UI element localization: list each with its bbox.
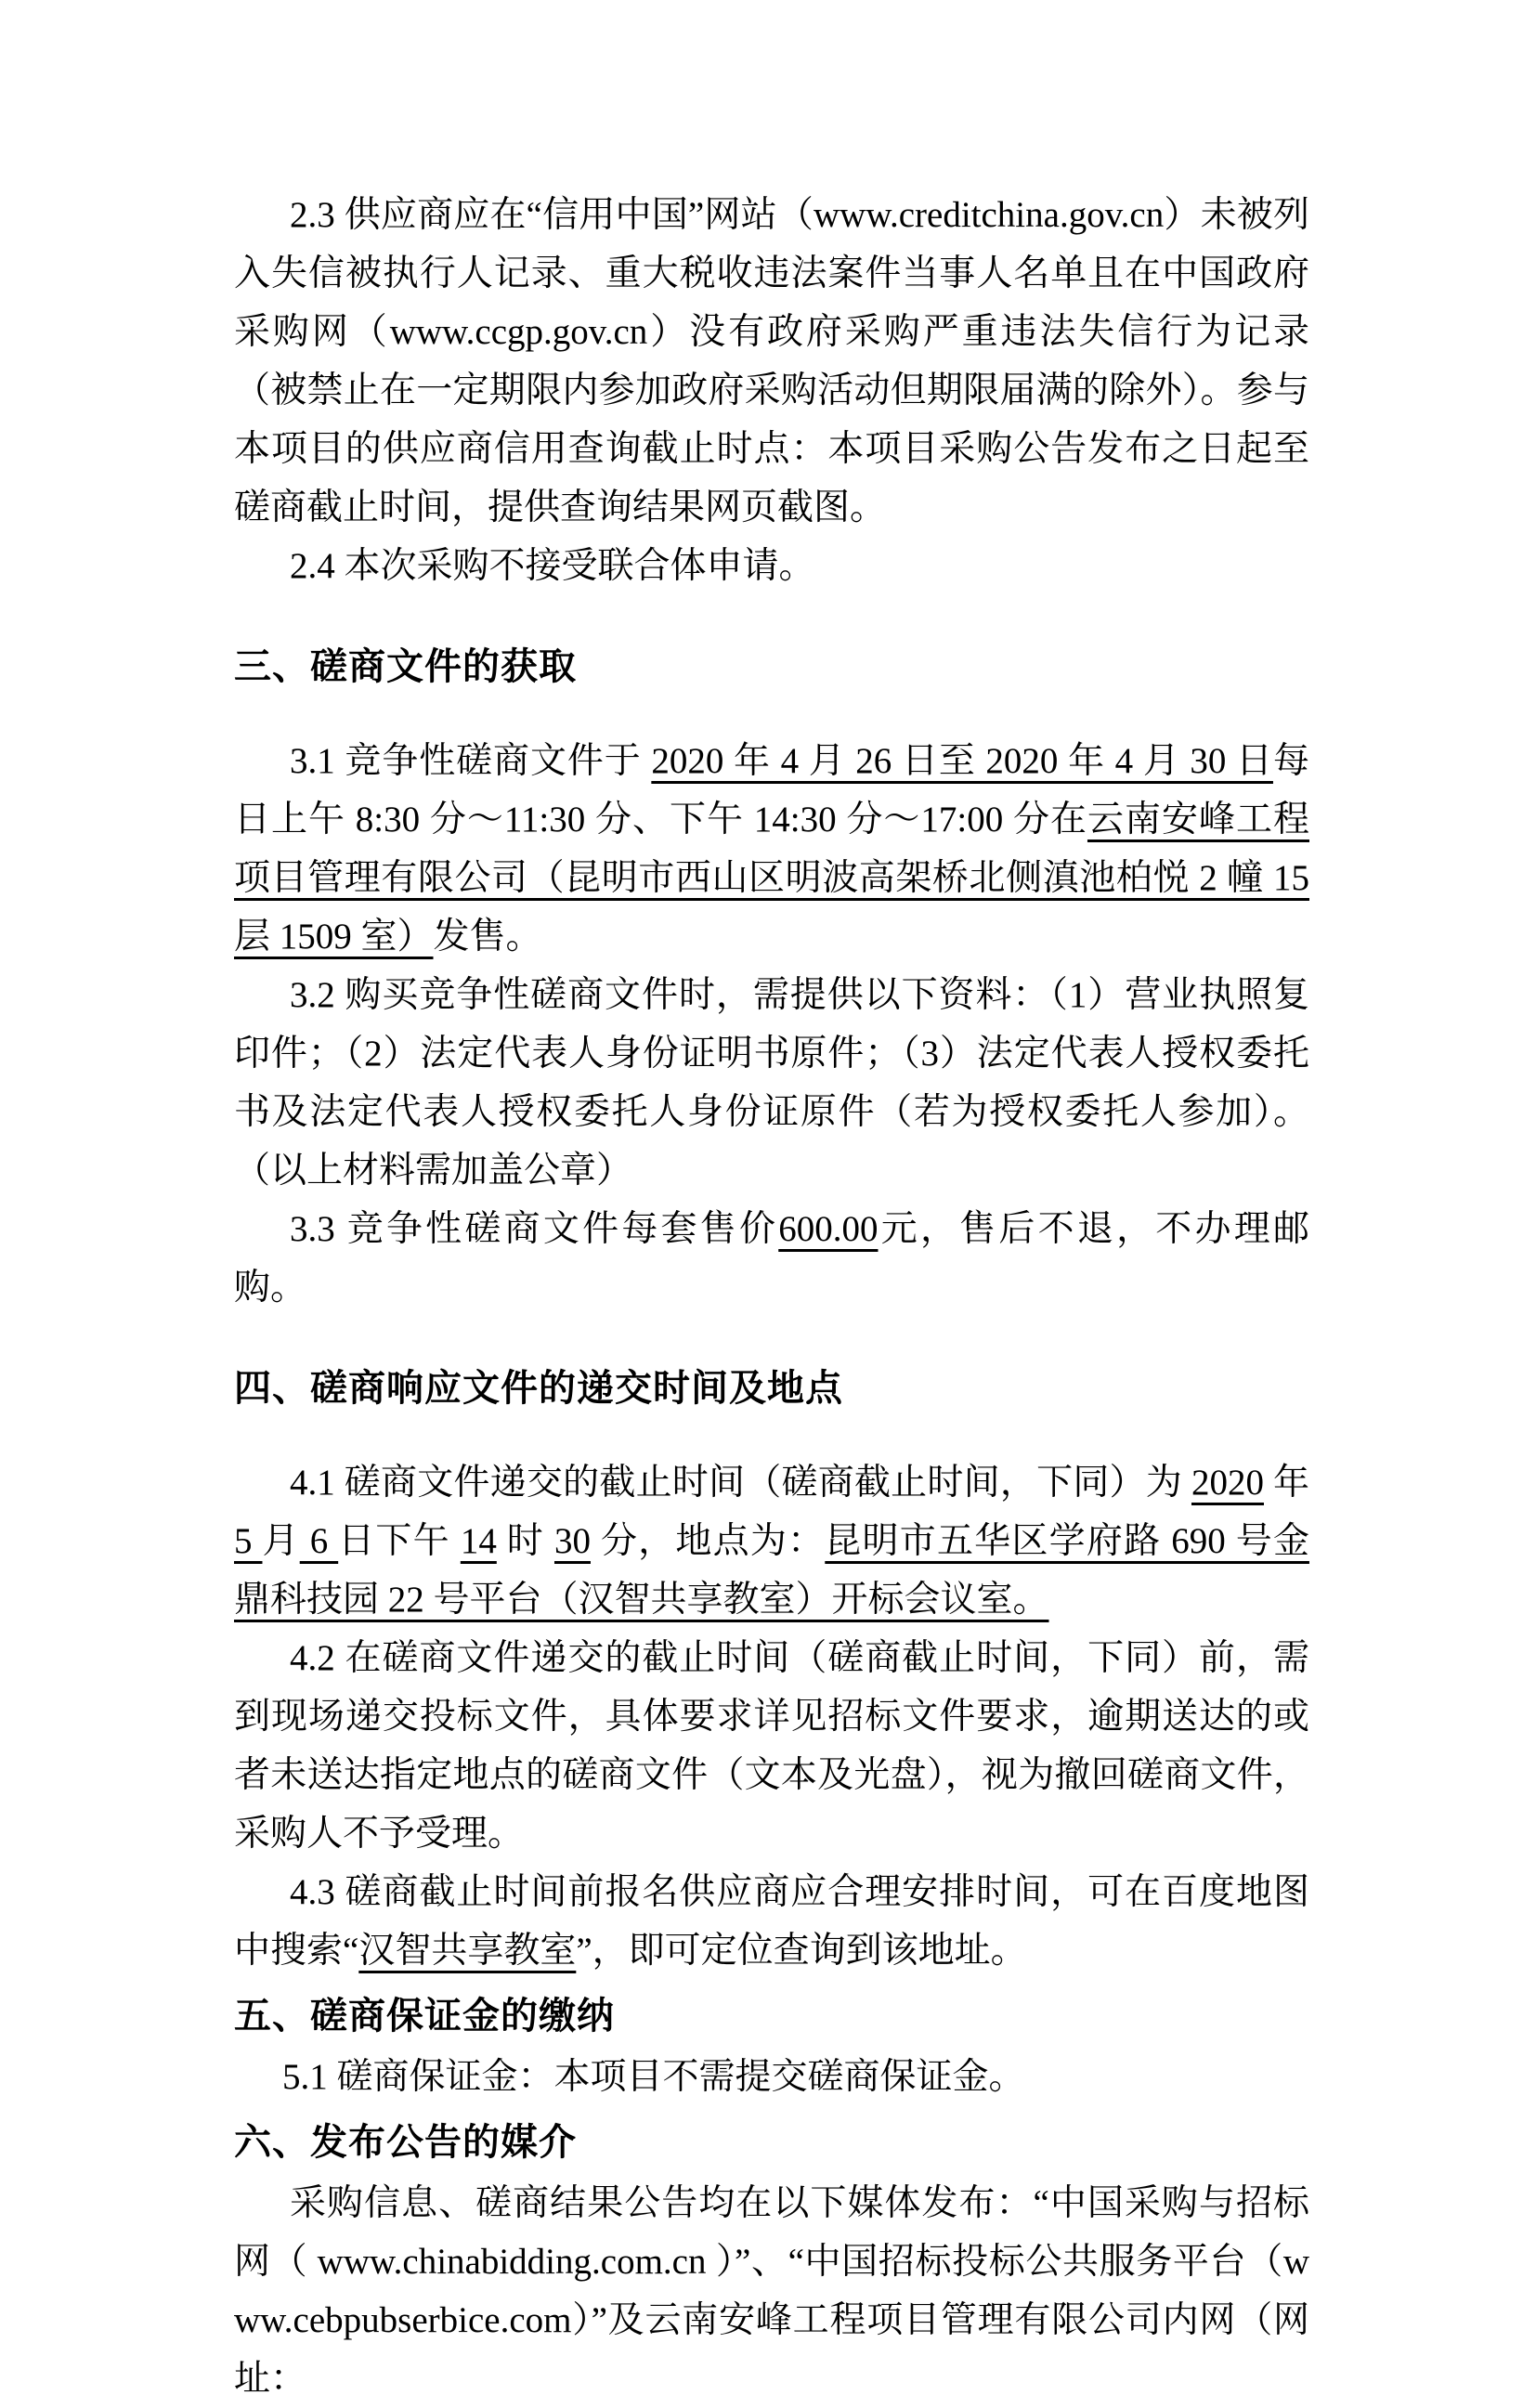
text-segment: 采购信息、磋商结果公告均在以下媒体发布：“中国采购与招标网（ www.chinabidding.com.cn ）”、“中国招标投标公共服务平台（www.cebpubserbice.com）”及云南安峰工程项目管理有限公司内网（网址：: [234, 2183, 1309, 2399]
para-6-media: [234, 2174, 1309, 2408]
underlined-text-segment: 云南安峰工程项目管理有限公司（昆明市西山区明波高架桥北侧滇池柏悦 2 幢 15 层 1509 室）: [234, 800, 1309, 957]
text-segment: 月: [262, 1521, 300, 1561]
text-segment: 2.4 本次采购不接受联合体申请。: [290, 546, 815, 586]
underlined-text-segment: 14: [460, 1521, 497, 1561]
text-segment: 元，售后不退，不办理邮购。: [234, 1209, 1309, 1308]
text-segment: 5.1 磋商保证金：本项目不需提交磋商保证金。: [282, 2057, 1025, 2097]
heading-section-3: [234, 638, 1309, 696]
text-segment: 2.3 供应商应在“信用中国”网站（www.creditchina.gov.cn）未被列入失信被执行人记录、重大税收违法案件当事人名单且在中国政府采购网（www.ccgp.gov.cn）没有政府采购严重违法失信行为记录（被禁止在一定期限内参加政府采购活动但期限届满的除外）。参与本项目的供应商信用查询截止时点：本项目采购公告发布之日起至磋商截止时间，提供查询结果网页截图。: [234, 195, 1309, 527]
para-3-1: [234, 732, 1309, 966]
underlined-text-segment: 汉智共享教室: [358, 1931, 577, 1971]
para-4-3: [234, 1863, 1309, 1980]
document-body: [234, 186, 1309, 2408]
para-3-3: [234, 1200, 1309, 1317]
text-segment: 3.2 购买竞争性磋商文件时，需提供以下资料：（1）营业执照复印件；（2）法定代表人身份证明书原件；（3）法定代表人授权委托书及法定代表人授权委托人身份证原件（若为授权委托人参加）。（以上材料需加盖公章）: [234, 975, 1309, 1191]
heading-section-4: [234, 1360, 1309, 1418]
text-segment: 日下午: [338, 1521, 461, 1561]
text-segment: 3.1 竞争性磋商文件于: [290, 741, 652, 781]
underlined-text-segment: 30: [553, 1521, 591, 1561]
para-2-4: [234, 537, 1309, 595]
text-segment: 4.3 磋商截止时间前报名供应商应合理安排时间，可在百度地图中搜索“: [234, 1872, 1309, 1971]
text-segment: 4.2 在磋商文件递交的截止时间（磋商截止时间，下同）前，需到现场递交投标文件，具体要求详见招标文件要求，逾期送达的或者未送达指定地点的磋商文件（文本及光盘），视为撤回磋商文件，采购人不予受理。: [234, 1638, 1309, 1854]
underlined-text-segment: 2020 年 4 月 26 日至 2020 年 4 月 30 日: [651, 741, 1273, 781]
text-segment: 四、磋商响应文件的递交时间及地点: [234, 1368, 843, 1409]
text-segment: 三、磋商文件的获取: [234, 646, 577, 687]
text-segment: 每日上午 8:30 分～11:30 分、下午 14:30 分～17:00 分在: [234, 741, 1309, 840]
text-segment: 六、发布公告的媒介: [234, 2122, 577, 2163]
text-segment: ”，即可定位查询到该地址。: [576, 1931, 1027, 1971]
text-segment: 分，地点为：: [590, 1521, 826, 1561]
text-segment: 发售。: [433, 917, 542, 957]
text-segment: 3.3 竞争性磋商文件每套售价: [290, 1209, 779, 1249]
para-4-2: [234, 1629, 1309, 1863]
underlined-text-segment: 5: [234, 1521, 263, 1561]
underlined-text-segment: 昆明市五华区学府路 690 号金鼎科技园 22 号平台（汉智共享教室）开标会议室。: [234, 1521, 1309, 1620]
para-2-3: [234, 186, 1309, 537]
heading-section-6: [234, 2114, 1309, 2172]
text-segment: 五、磋商保证金的缴纳: [234, 1996, 615, 2037]
underlined-text-segment: 6: [299, 1521, 339, 1561]
text-segment: 时: [496, 1521, 554, 1561]
para-3-2: [234, 966, 1309, 1200]
text-segment: 年: [1264, 1463, 1309, 1503]
para-4-1: [234, 1453, 1309, 1629]
text-segment: 4.1 磋商文件递交的截止时间（磋商截止时间，下同）为: [290, 1463, 1191, 1503]
underlined-text-segment: 600.00: [778, 1209, 879, 1249]
underlined-text-segment: 2020: [1191, 1463, 1264, 1503]
para-5-1: [234, 2048, 1309, 2106]
heading-section-5: [234, 1987, 1309, 2046]
